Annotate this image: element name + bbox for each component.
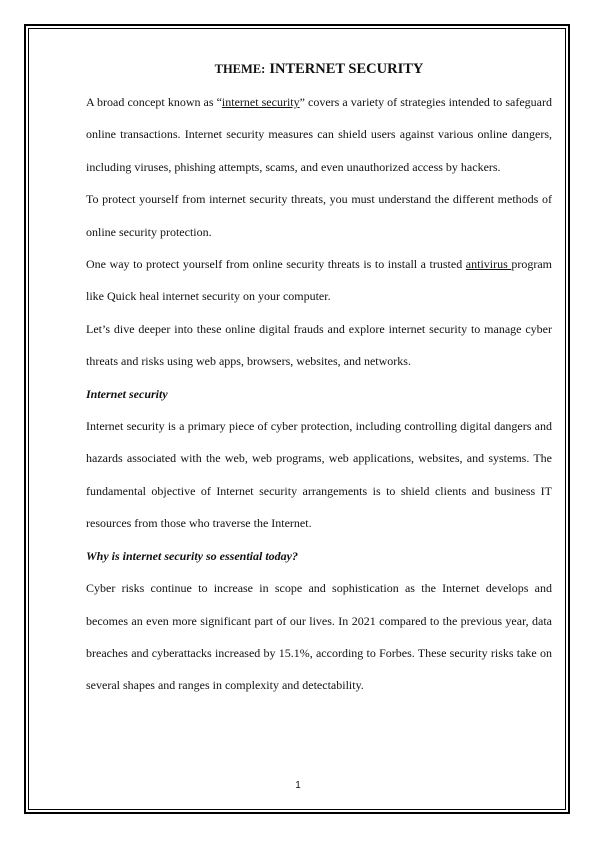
antivirus-link[interactable]: antivirus — [465, 257, 512, 272]
paragraph-methods: To protect yourself from internet security threats, you must understand the different methods of online security protection. — [86, 192, 552, 239]
title-prefix: THEME: — [214, 62, 266, 76]
section-heading-why-essential: Why is internet security so essential today? — [86, 548, 299, 563]
page-number: 1 — [295, 780, 301, 791]
document-body — [86, 60, 552, 702]
antivirus-text-before: One way to protect yourself from online security threats is to install a trusted — [86, 257, 466, 272]
section-body-why-essential: Cyber risks continue to increase in scope and sophistication as the Internet develops and becomes an even more significant part of our lives. In 2021 compared to the previous year, data breaches and cyberattacks increased by 15.1%, according to Forbes. These security risks take on several shapes and ranges in complexity and detectability. — [86, 581, 552, 693]
intro-text-before: A broad concept known as “ — [86, 95, 222, 109]
paragraph-antivirus — [86, 248, 552, 313]
title-main: INTERNET SECURITY — [269, 61, 424, 77]
intro-text-after: ” covers a variety of strategies intended to safeguard online transactions. Internet security measures can shield users against various online dangers, including viruses, phishing attempts, scams, and even unauthorized access by hackers. — [86, 95, 552, 174]
paragraph-dive-deeper: Let’s dive deeper into these online digital frauds and explore internet security to manage cyber threats and risks using web apps, browsers, websites, and networks. — [86, 321, 552, 369]
section-heading-internet-security: Internet security — [86, 386, 168, 401]
section-body-internet-security: Internet security is a primary piece of cyber protection, including controlling digital dangers and hazards associated with the web, web programs, web applications, websites, and systems. The fundamental objective of Internet security arrangements is to shield clients and business IT resources from those who traverse the Internet. — [86, 419, 552, 531]
document-title — [86, 60, 552, 78]
internet-security-link[interactable]: internet security — [221, 95, 300, 109]
antivirus-text-after: program like Quick heal internet security on your computer. — [86, 257, 552, 304]
intro-paragraph — [86, 86, 552, 183]
